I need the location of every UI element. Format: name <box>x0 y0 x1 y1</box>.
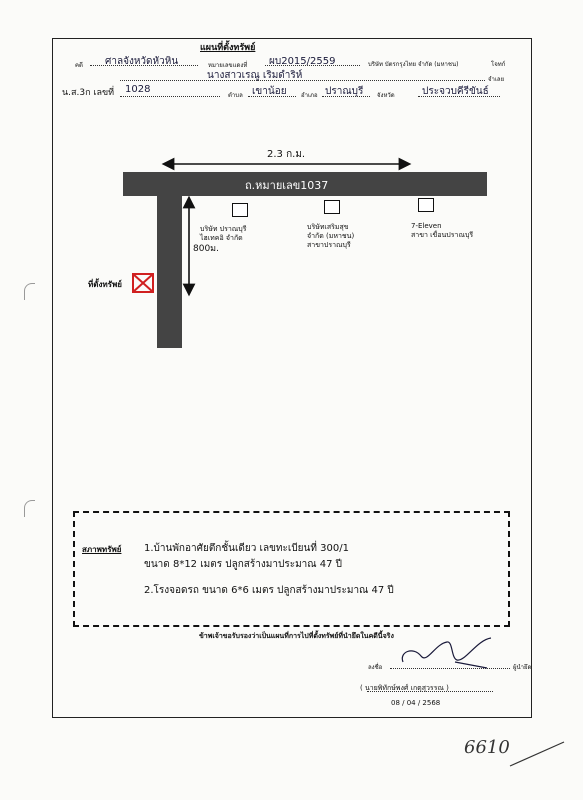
province-label: จังหวัด <box>377 92 395 99</box>
landmark-label-3: 7-Eleven สาขา เขื่อนปราณบุรี <box>411 222 474 239</box>
side-road <box>157 196 182 348</box>
page-title: แผนที่ตั้งทรัพย์ <box>200 43 256 53</box>
tambon-value: เขาน้อย <box>252 86 287 97</box>
case-number: ผบ2015/2559 <box>269 56 336 67</box>
plaintiff-role-label: โจทก์ <box>491 61 506 68</box>
property-location-label: ที่ตั้งทรัพย์ <box>88 280 122 289</box>
certification-statement: ข้าพเจ้าขอรับรองว่าเป็นแผนที่การไปที่ตั้งทรัพย์ที่นำยึดในคดีนี้จริง <box>199 632 394 640</box>
landmark-label-1: บริษัท ปราณบุรี ไฮเทคอิ จำกัด <box>200 225 247 242</box>
plaintiff-name: บริษัท บัตรกรุงไทย จำกัด (มหาชน) <box>368 61 459 68</box>
sign-role-label: ผู้นำยึด <box>513 664 532 671</box>
sign-label: ลงชื่อ <box>368 664 383 671</box>
case-prefix-label: คดี <box>75 62 83 69</box>
property-item-1-line-2: ขนาด 8*12 เมตร ปลูกสร้างมาประมาณ 47 ปี <box>144 559 342 570</box>
deed-number: 1028 <box>125 84 151 95</box>
landmark-box-3 <box>418 198 434 212</box>
handwritten-annotation: 6610 <box>464 737 510 758</box>
tambon-label: ตำบล <box>228 92 243 99</box>
defendant-name: นางสาวเรณู เริมดำริห์ <box>207 70 303 81</box>
signer-name: ( นายพิทักษ์พงศ์ เกตุสุวรรณ ) <box>360 684 449 692</box>
property-section-label: สภาพทรัพย์ <box>82 545 122 554</box>
landmark-label-2: บริษัทเสริมสุข จำกัด (มหาชน) สาขาปราณบุรี <box>307 223 355 249</box>
court-name: ศาลจังหวัดหัวหิน <box>105 56 179 67</box>
deed-label: น.ส.3ก เลขที่ <box>62 88 115 98</box>
landmark-box-1 <box>232 203 248 217</box>
amphoe-label: อำเภอ <box>301 92 318 99</box>
signature-mark <box>395 632 505 674</box>
landmark-box-2 <box>324 200 340 214</box>
province-value: ประจวบคีรีขันธ์ <box>422 86 489 97</box>
property-item-1-line-1: 1.บ้านพักอาศัยตึกชั้นเดียว เลขทะเบียนที่ 300/1 <box>144 543 349 554</box>
property-marker-icon <box>132 273 154 293</box>
defendant-role-label: จำเลย <box>488 76 505 83</box>
amphoe-value: ปราณบุรี <box>325 86 364 97</box>
certification-date: 08 / 04 / 2568 <box>391 699 441 707</box>
case-no-label: หมายเลขแดงที่ <box>208 62 248 69</box>
vertical-distance-label: 800ม. <box>193 244 219 254</box>
annotation-stroke <box>508 738 566 770</box>
road-name-label: ถ.หมายเลข1037 <box>245 179 329 192</box>
horizontal-distance-label: 2.3 ก.ม. <box>267 149 306 160</box>
property-item-2: 2.โรงจอดรถ ขนาด 6*6 เมตร ปลูกสร้างมาประมาณ 47 ปี <box>144 585 394 596</box>
